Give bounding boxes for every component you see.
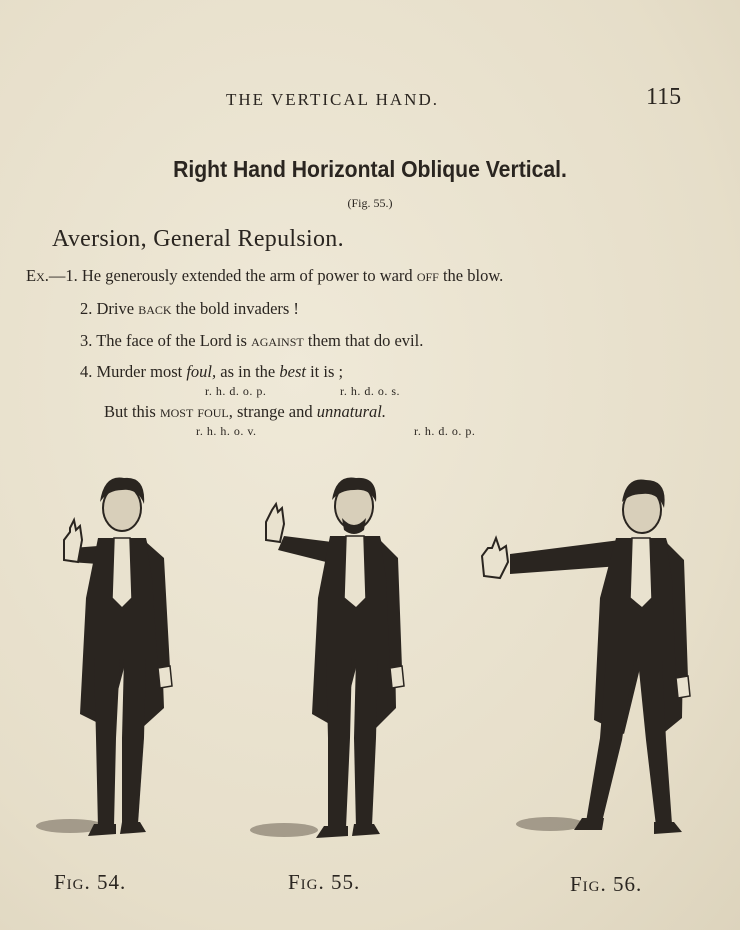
gesture-notation: r. h. d. o. p. xyxy=(414,424,476,438)
figure-54-caption: Fig. 54. xyxy=(54,870,127,894)
gesture-notation: r. h. d. o. p. xyxy=(205,384,267,398)
figure-55-caption: Fig. 55. xyxy=(288,870,361,894)
example-number: 1. xyxy=(65,266,78,285)
example-2: 2. Drive back the bold invaders ! xyxy=(80,299,299,318)
example-number: 2. xyxy=(80,299,93,318)
page-number: 115 xyxy=(646,84,682,110)
section-title: Right Hand Horizontal Oblique Vertical. xyxy=(173,156,567,182)
example-4-line-2: But this most foul, strange and unnatural. xyxy=(104,402,386,421)
section-subtitle: Aversion, General Repulsion. xyxy=(52,226,344,252)
example-number: 4. xyxy=(80,362,93,381)
example-label: Ex. xyxy=(26,266,49,285)
example-4-line-1: 4. Murder most foul, as in the best it is ; xyxy=(80,362,344,381)
figure-55-illustration xyxy=(236,468,426,868)
figure-56-illustration xyxy=(470,468,710,868)
figure-54-illustration xyxy=(20,468,200,868)
example-1: Ex.—1. He generously extended the arm of power to ward off the blow. xyxy=(26,266,504,285)
figure-reference: (Fig. 55.) xyxy=(347,196,393,210)
example-3: 3. The face of the Lord is against them that do evil. xyxy=(80,331,424,350)
running-head: THE VERTICAL HAND. xyxy=(226,90,439,109)
gesture-notation: r. h. h. o. v. xyxy=(196,424,257,438)
gesture-notation: r. h. d. o. s. xyxy=(340,384,401,398)
figure-56-caption: Fig. 56. xyxy=(570,872,643,896)
example-number: 3. xyxy=(80,331,93,350)
